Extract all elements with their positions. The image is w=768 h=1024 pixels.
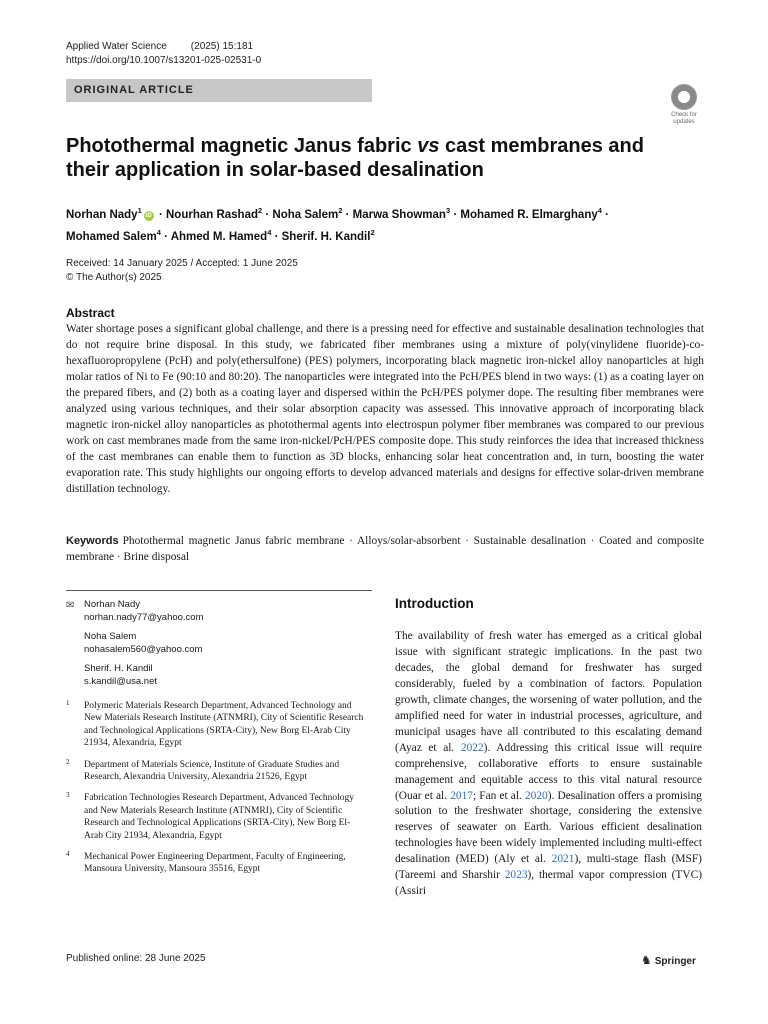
- author-separator: ·: [450, 208, 461, 221]
- intro-text-segment: ). Desalination offers a promising solution to the freshwater shortage, considering the extensive reserves of seawater on Earth. Various efficient desalination technologies have been widely implemented including multi-effect desalination (MED) (Aly et al.: [395, 789, 702, 866]
- orcid-icon[interactable]: iD: [145, 212, 152, 219]
- check-updates-line2: updates: [673, 119, 695, 125]
- author-affiliation-ref: 2: [338, 206, 343, 215]
- copyright-line: © The Author(s) 2025: [66, 272, 162, 283]
- keywords-section: [66, 533, 704, 565]
- abstract-text: Water shortage poses a significant global challenge, and there is a pressing need for effective and sustainable desalination technologies that do not require brine disposal. In this study, we fabricated fiber membranes using a mixture of poly(vinylidene fluoride)-co-hexafluoropropylene (PcH) and poly(ethersulfone) (PES) polymers, incorporating black magnetic iron-nickel alloy nanoparticles at high molar ratios of Ni to Fe (90:10 and 80:20). The nanoparticles were integrated into the PcH/PES blend in two ways: (1) as a coating layer on the prepared fibers, and (2) both as a coating layer and dispersed within the PcH/PES polymer dope. The resulting fiber membranes were analyzed using various techniques, and their solar absorption capacity was assessed. This innovative approach of incorporating black magnetic iron-nickel alloy nanoparticles as photothermal agents into electrospun polymer fiber membranes was compared to our previous work on cast membranes made from the same iron-nickel/PcH/PES composite dope. This study reinforces the idea that increased thickness of the cast membranes can enable them to function as 3D blocks, enhancing solar heat concentration and, in turn, boosting the water evaporation rate. This study highlights our ongoing efforts to develop advanced materials and designs for effective solar-driven membrane distillation technology.: [66, 323, 704, 495]
- correspondent-name: Noha Salem: [84, 631, 137, 642]
- doi-link[interactable]: https://doi.org/10.1007/s13201-025-02531-0: [66, 55, 262, 66]
- correspondent-email[interactable]: norhan.nady77@yahoo.com: [84, 611, 204, 623]
- affiliation-item: [66, 700, 366, 750]
- publisher-logo: [641, 953, 696, 967]
- affiliation-item: [66, 792, 366, 842]
- keywords-heading: Keywords: [66, 535, 119, 547]
- publisher-name: Springer: [654, 956, 696, 967]
- intro-text-segment: The availability of fresh water has emerged as a critical global issue with significant strategic implications. In the past two decades, the global demand for freshwater has surged considerably, fueled by a combination of factors. Population growth, climate changes, the worsening of water pollution, and the amplified need for water in industrial processes, agriculture, and municipal usages have all contributed to this escalating demand (Ayaz et al.: [395, 630, 702, 754]
- author-affiliation-ref: 4: [597, 206, 602, 215]
- affiliation-number: 2: [66, 757, 70, 766]
- correspondent-email[interactable]: nohasalem560@yahoo.com: [84, 643, 203, 655]
- title-part1: Photothermal magnetic Janus fabric: [66, 135, 418, 157]
- correspondent-name: Norhan Nady: [84, 599, 140, 610]
- citation-link[interactable]: 2022: [460, 741, 484, 754]
- author-name[interactable]: Nourhan Rashad: [165, 208, 258, 221]
- affiliation-number: 3: [66, 791, 70, 800]
- correspondence-block: [66, 599, 366, 695]
- correspondence-entry: [84, 631, 366, 656]
- abstract-heading: Abstract: [66, 306, 115, 320]
- citation-link[interactable]: 2020: [524, 789, 548, 802]
- correspondence-entry: [84, 599, 366, 624]
- citation-link[interactable]: 2021: [551, 853, 575, 866]
- affiliation-item: [66, 759, 366, 784]
- affiliation-text: Polymeric Materials Research Department, Advanced Technology and New Materials Research Institute (ATNMRI), City of Scientific Research and Technological Applications (SRTA-City), New Borg El-Arab City 21934, Alexandria, Egypt: [84, 701, 364, 749]
- title-part2: cast membranes and their application in solar-based desalination: [66, 135, 644, 181]
- correspondent-name: Sherif. H. Kandil: [84, 663, 153, 674]
- author-name[interactable]: Noha Salem: [272, 208, 339, 221]
- received-accepted-dates: Received: 14 January 2025 / Accepted: 1 June 2025: [66, 258, 298, 269]
- affiliation-number: 1: [66, 699, 70, 707]
- footnote-divider: [66, 590, 372, 591]
- journal-volume: (2025) 15:181: [190, 41, 254, 52]
- check-updates-line1: Check for: [671, 112, 697, 118]
- author-separator: ·: [155, 208, 166, 221]
- article-type-banner: ORIGINAL ARTICLE: [66, 79, 372, 102]
- author-affiliation-ref: 4: [156, 227, 161, 237]
- affiliation-text: Mechanical Power Engineering Department, Faculty of Engineering, Mansoura University, Mansoura 35516, Egypt: [84, 852, 346, 875]
- introduction-heading: Introduction: [395, 596, 474, 611]
- author-affiliation-ref: 2: [370, 227, 375, 237]
- author-name[interactable]: Sherif. H. Kandil: [281, 230, 371, 243]
- author-name[interactable]: Marwa Showman: [352, 208, 446, 221]
- intro-text-segment: ), thermal vapor compression (TVC)(Assiri: [395, 869, 702, 898]
- author-separator: ·: [601, 208, 609, 221]
- check-updates-icon: [671, 84, 697, 110]
- author-separator: ·: [160, 230, 171, 243]
- author-affiliation-ref: 3: [445, 206, 451, 215]
- article-dates: [66, 257, 298, 285]
- affiliations-list: [66, 700, 366, 885]
- author-separator: ·: [342, 208, 353, 221]
- citation-link[interactable]: 2023: [504, 869, 528, 882]
- intro-text-segment: ), multi-stage flash (MSF)(Tareemi and Sharshir: [395, 853, 702, 882]
- springer-horse-icon: ♞: [641, 953, 652, 967]
- correspondence-entry: [84, 663, 366, 688]
- author-list: [66, 202, 666, 246]
- title-italic: vs: [417, 135, 440, 157]
- author-name[interactable]: Mohamed Salem: [66, 230, 157, 243]
- intro-text-segment: ; Fan et al.: [472, 789, 525, 802]
- author-name[interactable]: Ahmed M. Hamed: [170, 230, 268, 243]
- introduction-text: [395, 629, 702, 900]
- author-affiliation-ref: 1: [137, 206, 142, 215]
- published-online-date: Published online: 28 June 2025: [66, 953, 206, 964]
- correspondent-email[interactable]: s.kandil@usa.net: [84, 675, 158, 687]
- author-name[interactable]: Norhan Nady: [66, 208, 138, 221]
- check-for-updates-badge[interactable]: [663, 84, 705, 124]
- intro-text-segment: ). Addressing this critical issue will require comprehensive, collaborative efforts to ensure sustainable management and equitable access to this vital natural resource (Ouar et al.: [395, 741, 702, 802]
- affiliation-item: [66, 851, 366, 876]
- author-separator: ·: [271, 230, 282, 243]
- affiliation-number: 4: [66, 850, 70, 859]
- affiliation-text: Department of Materials Science, Institute of Graduate Studies and Research, Alexandria University, Alexandria 21526, Egypt: [84, 759, 340, 783]
- envelope-icon: ✉: [66, 600, 75, 611]
- author-affiliation-ref: 2: [258, 206, 263, 215]
- author-name[interactable]: Mohamed R. Elmarghany: [460, 208, 598, 221]
- journal-name: Applied Water Science: [66, 41, 167, 52]
- paper-title: [66, 134, 666, 182]
- journal-header: [66, 40, 277, 68]
- affiliation-text: Fabrication Technologies Research Department, Advanced Technology and New Materials Research Institute (ATNMRI), City of Scientific Research and Technological Applications (SRTA-City), New Borg El-Arab City 21934, Alexandria, Egypt: [84, 793, 355, 841]
- author-affiliation-ref: 4: [267, 227, 272, 237]
- author-separator: ·: [262, 208, 273, 221]
- keywords-text: Photothermal magnetic Janus fabric membrane · Alloys/solar-absorbent · Sustainable desalination · Coated and composite membrane · Brine disposal: [66, 535, 704, 563]
- citation-link[interactable]: 2017: [450, 789, 473, 802]
